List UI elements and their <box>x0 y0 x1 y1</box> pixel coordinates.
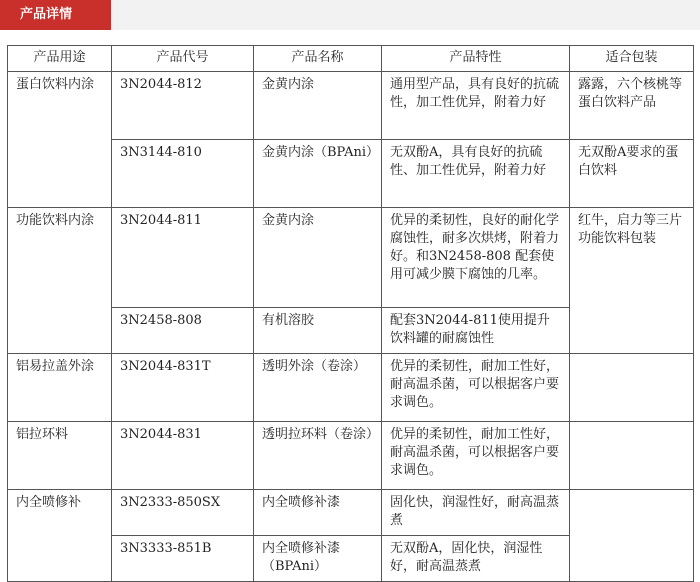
cell-feature: 固化快，润湿性好，耐高温蒸煮 <box>382 490 570 536</box>
table-header-row <box>8 46 694 72</box>
header-feature: 产品特性 <box>382 46 570 72</box>
table-row <box>8 208 694 308</box>
cell-use: 铝拉环料 <box>8 422 112 490</box>
cell-code: 3N2044-811 <box>112 208 254 308</box>
cell-packaging <box>570 490 694 582</box>
cell-use: 内全喷修补 <box>8 490 112 582</box>
cell-code: 3N2333-850SX <box>112 490 254 536</box>
header-use: 产品用途 <box>8 46 112 72</box>
cell-feature: 无双酚A，具有良好的抗硫性、加工性优异，附着力好 <box>382 140 570 208</box>
cell-code: 3N3333-851B <box>112 536 254 582</box>
cell-packaging: 无双酚A要求的蛋白饮料 <box>570 140 694 208</box>
cell-feature: 配套3N2044-811使用提升饮料罐的耐腐蚀性 <box>382 308 570 354</box>
cell-name: 金黄内涂（BPAni） <box>254 140 382 208</box>
cell-use: 铝易拉盖外涂 <box>8 354 112 422</box>
cell-packaging <box>570 354 694 422</box>
product-table <box>7 45 694 582</box>
cell-name: 透明外涂（卷涂） <box>254 354 382 422</box>
cell-name: 有机溶胶 <box>254 308 382 354</box>
cell-name: 金黄内涂 <box>254 72 382 140</box>
table-row <box>8 422 694 490</box>
cell-name: 内全喷修补漆 <box>254 490 382 536</box>
table-row <box>8 490 694 536</box>
cell-packaging: 露露，六个核桃等蛋白饮料产品 <box>570 72 694 140</box>
cell-name: 透明拉环料（卷涂） <box>254 422 382 490</box>
cell-code: 3N2044-831 <box>112 422 254 490</box>
cell-code: 3N2044-831T <box>112 354 254 422</box>
cell-use: 功能饮料内涂 <box>8 208 112 354</box>
product-details-tab[interactable]: 产品详情 <box>0 0 111 30</box>
cell-code: 3N3144-810 <box>112 140 254 208</box>
cell-code: 3N2044-812 <box>112 72 254 140</box>
table-row <box>8 354 694 422</box>
table-row <box>8 72 694 140</box>
header-name: 产品名称 <box>254 46 382 72</box>
cell-feature: 优异的柔韧性，耐加工性好，耐高温杀菌，可以根据客户要求调色。 <box>382 354 570 422</box>
cell-feature: 通用型产品，具有良好的抗硫性，加工性优异，附着力好 <box>382 72 570 140</box>
cell-code: 3N2458-808 <box>112 308 254 354</box>
header-code: 产品代号 <box>112 46 254 72</box>
cell-feature: 无双酚A，固化快，润湿性好，耐高温蒸煮 <box>382 536 570 582</box>
cell-packaging <box>570 422 694 490</box>
cell-feature: 优异的柔韧性，良好的耐化学腐蚀性，耐多次烘烤，附着力好。和3N2458-808 配套使用可减少膜下腐蚀的几率。 <box>382 208 570 308</box>
cell-packaging: 红牛，启力等三片功能饮料包装 <box>570 208 694 354</box>
cell-name: 内全喷修补漆（BPAni） <box>254 536 382 582</box>
cell-name: 金黄内涂 <box>254 208 382 308</box>
cell-feature: 优异的柔韧性，耐加工性好，耐高温杀菌，可以根据客户要求调色。 <box>382 422 570 490</box>
header-packaging: 适合包装 <box>570 46 694 72</box>
cell-use: 蛋白饮料内涂 <box>8 72 112 208</box>
